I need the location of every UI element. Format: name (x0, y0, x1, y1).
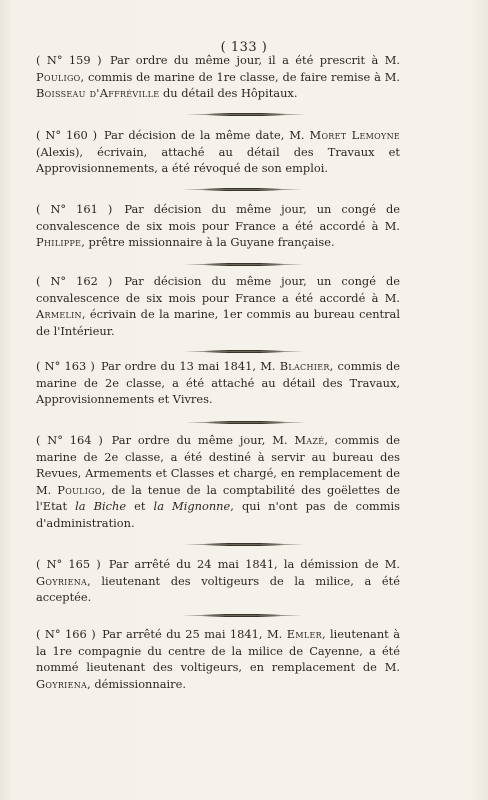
entry-text: (Alexis), écrivain, attaché au détail des Travaux et Approvisionnements, a été révoqué de son emploi. (36, 144, 400, 176)
entry-text: Par ordre du même jour, M. (111, 433, 295, 447)
entry-161 (36, 201, 400, 251)
separator-rule (206, 421, 286, 424)
person-name: Goyriena (36, 676, 88, 691)
entry-number: ( N° 160 ) (36, 128, 98, 142)
entry-text: Par arrêté du 25 mai 1841, M. (102, 627, 287, 641)
entry-text: Par décision de la même date, M. (104, 128, 310, 142)
person-name: Emler (286, 627, 322, 641)
separator-rule (202, 614, 282, 617)
person-name: Mazé (294, 433, 325, 447)
entry-163 (36, 358, 400, 408)
entry-text: Par décision du même jour, un congé de convalescence de six mois pour France a été accordé à M. (36, 202, 400, 233)
ship-name: la Mignonne (153, 499, 231, 514)
entry-text: , lieutenant à la 1re compagnie du centre de la milice de Cayenne, a été nommé lieutenant des voltigeurs, en remplacement de M. (36, 627, 400, 675)
entry-text: , démissionnaire. (87, 676, 186, 691)
entry-text: , écrivain de la marine, 1er commis au bureau central de l'Intérieur. (36, 307, 400, 338)
person-name: Philippe (36, 235, 82, 250)
page-number: ( 133 ) (220, 40, 268, 55)
person-name: Pouligo (57, 482, 102, 497)
entry-number: ( N° 161 ) (36, 202, 113, 216)
person-name: Goyriena (36, 573, 88, 588)
entry-text: , prêtre missionnaire à la Guyane française. (81, 235, 335, 250)
entry-text: , qui n'ont pas de commis d'administration. (36, 499, 401, 530)
separator-rule (204, 263, 284, 266)
entry-text: , de la tenue de la comptabilité des goëlettes de l'Etat (36, 482, 400, 514)
entry-164 (36, 432, 400, 532)
entry-160 (36, 127, 400, 177)
entry-text: du détail des Hôpitaux. (159, 86, 298, 101)
entry-text: Par décision du même jour, un congé de convalescence de six mois pour France a été accordé à M. (36, 274, 400, 305)
entry-text: et (126, 499, 154, 514)
entry-159 (36, 52, 400, 102)
entry-text: , commis de marine de 1re classe, de faire remise à M. (80, 69, 400, 84)
entry-text: , commis de marine de 2e classe, a été destiné à servir au bureau des Revues, Armements et Classes et chargé, en remplacement de M. (36, 433, 400, 497)
entry-text: , commis de marine de 2e classe, a été attaché au détail des Travaux, Approvisionnements et Vivres. (36, 359, 401, 407)
ship-name: la Biche (75, 499, 127, 514)
separator-rule (204, 350, 284, 353)
entry-number: ( N° 164 ) (36, 433, 103, 447)
entry-165 (36, 556, 400, 606)
person-name: Moret Lemoyne (309, 128, 401, 142)
entry-166 (36, 626, 400, 692)
separator-rule (206, 113, 286, 116)
entry-number: ( N° 166 ) (36, 627, 96, 641)
person-name: Blachier (279, 359, 330, 373)
person-name: Boisseau d'Affréville (36, 86, 160, 101)
person-name: Armelin (36, 307, 82, 322)
person-name: Pouligo (36, 69, 81, 84)
separator-rule (202, 188, 282, 191)
entry-text: Par ordre du 13 mai 1841, M. (101, 359, 280, 373)
entry-number: ( N° 159 ) (36, 53, 102, 67)
entry-number: ( N° 165 ) (36, 557, 101, 571)
entry-number: ( N° 163 ) (36, 359, 95, 373)
entry-162 (36, 273, 400, 339)
entry-number: ( N° 162 ) (36, 274, 113, 288)
entry-text: , lieutenant des voltigeurs de la milice, a été acceptée. (36, 573, 400, 605)
separator-rule (204, 543, 284, 546)
entry-text: Par arrêté du 24 mai 1841, la démission de M. (108, 557, 401, 571)
entry-text: Par ordre du même jour, il a été prescrit à M. (109, 53, 401, 67)
